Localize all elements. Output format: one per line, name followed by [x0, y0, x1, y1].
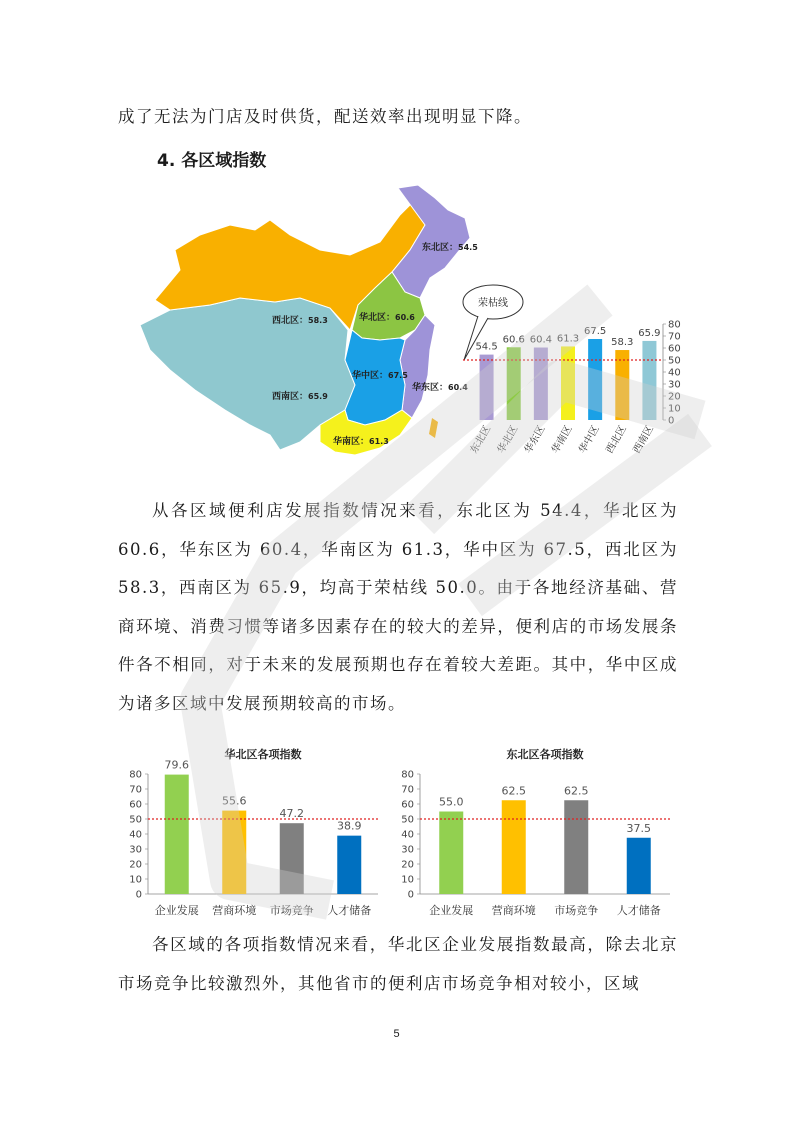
label-northwest: 西北区：58.3 [272, 316, 328, 326]
y-tick-label: 50 [668, 355, 681, 367]
section-heading: 4. 各区域指数 [157, 151, 267, 171]
x-tick-label: 人才储备 [616, 904, 661, 917]
y-tick-label: 70 [129, 784, 142, 796]
chart-title: 东北区各项指数 [506, 748, 584, 761]
data-label: 60.6 [502, 334, 525, 346]
data-label: 67.5 [584, 326, 607, 337]
map-taiwan [429, 418, 438, 438]
label-north: 华北区：60.6 [359, 313, 415, 323]
y-tick-label: 60 [401, 799, 414, 811]
x-tick-label: 市场竞争 [554, 904, 599, 917]
y-tick-label: 20 [668, 391, 681, 403]
data-label: 38.9 [337, 819, 362, 833]
y-tick-label: 70 [668, 331, 681, 343]
y-tick-label: 0 [407, 889, 414, 901]
y-tick-label: 30 [401, 844, 414, 856]
x-tick-label: 企业发展 [429, 904, 474, 917]
bar [337, 836, 361, 894]
bar [222, 811, 246, 894]
y-tick-label: 60 [668, 343, 681, 355]
x-tick-label: 市场竞争 [269, 904, 314, 917]
x-tick-label: 华中区 [577, 424, 602, 456]
intro-line: 成了无法为门店及时供货，配送效率出现明显下降。 [118, 107, 532, 126]
data-label: 62.5 [501, 784, 526, 798]
page-number: 5 [393, 1028, 400, 1040]
y-tick-label: 40 [129, 829, 142, 841]
y-tick-label: 40 [668, 367, 681, 379]
data-label: 62.5 [564, 784, 589, 798]
data-label: 54.5 [475, 341, 498, 353]
bar [588, 339, 602, 420]
label-southwest: 西南区：65.9 [272, 392, 328, 402]
bar [439, 812, 463, 895]
body-paragraph-1: 从各区域便利店发展指数情况来看，东北区为 54.4，华北区为 60.6，华东区为 60.4，华南区为 61.3，华中区为 67.5，西北区为 58.3，西南区为 65.9，均高于荣枯线 50.0。由于各地经济基础、营商环境、消费习惯等诸多因素存在的较大的差异，便利店的市场发展条件各不相同，对于未来的发展预期也存在着较大差距。其中，华中区成为诸多区域中发展预期较高的市场。 [118, 501, 678, 713]
bar [165, 775, 189, 894]
x-tick-label: 华南区 [550, 424, 575, 456]
y-tick-label: 50 [129, 814, 142, 826]
x-tick-label: 营商环境 [491, 904, 536, 917]
y-tick-label: 80 [129, 769, 142, 781]
data-label: 60.4 [529, 334, 552, 346]
north-region-index-chart [118, 742, 388, 927]
x-tick-label: 东北区 [468, 424, 494, 456]
y-tick-label: 50 [401, 814, 414, 826]
label-central: 华中区：67.5 [352, 371, 408, 381]
y-tick-label: 20 [129, 859, 142, 871]
y-tick-label: 30 [668, 379, 681, 391]
chart-title: 华北区各项指数 [224, 748, 302, 761]
data-label: 55.0 [439, 795, 464, 809]
data-label: 37.5 [626, 821, 651, 835]
bar [642, 341, 656, 420]
x-tick-label: 西北区 [604, 424, 629, 456]
bar [564, 800, 588, 894]
data-label: 61.3 [556, 333, 580, 345]
bar [502, 800, 526, 894]
y-tick-label: 0 [135, 889, 142, 901]
y-tick-label: 80 [401, 769, 414, 781]
bar [507, 347, 521, 420]
x-tick-label: 企业发展 [154, 904, 199, 917]
y-tick-label: 30 [129, 844, 142, 856]
y-tick-label: 80 [668, 319, 681, 331]
china-region-map [130, 180, 490, 470]
y-tick-label: 10 [668, 403, 681, 415]
y-tick-label: 60 [129, 799, 142, 811]
bar [561, 346, 575, 420]
bar [480, 355, 494, 420]
data-label: 79.6 [164, 758, 189, 772]
data-label: 65.9 [638, 327, 661, 339]
x-tick-label: 营商环境 [212, 904, 257, 917]
label-south: 华南区：61.3 [333, 437, 389, 447]
label-northeast: 东北区：54.5 [422, 243, 478, 253]
x-tick-label: 华北区 [495, 424, 521, 456]
y-tick-label: 10 [129, 874, 142, 886]
y-tick-label: 40 [401, 829, 414, 841]
callout-pointer [464, 316, 488, 360]
y-tick-label: 20 [401, 859, 414, 871]
data-label: 55.6 [222, 794, 247, 808]
bar [534, 348, 548, 420]
data-label: 58.3 [611, 337, 634, 349]
region-index-chart [448, 280, 683, 475]
bar [627, 838, 651, 894]
y-tick-label: 10 [401, 874, 414, 886]
data-label: 47.2 [279, 807, 304, 821]
x-tick-label: 西南区 [631, 424, 657, 456]
callout-text: 荣枯线 [478, 298, 508, 309]
northeast-region-index-chart [390, 742, 680, 927]
x-tick-label: 人才储备 [327, 904, 372, 917]
x-tick-label: 华东区 [522, 424, 548, 456]
body-paragraph-2: 各区域的各项指数情况来看，华北区企业发展指数最高，除去北京市场竞争比较激烈外，其他省市的便利店市场竞争相对较小，区域 [118, 935, 678, 993]
label-east: 华东区：60.4 [412, 383, 468, 393]
y-tick-label: 0 [668, 415, 675, 427]
y-tick-label: 70 [401, 784, 414, 796]
bar [280, 823, 304, 894]
